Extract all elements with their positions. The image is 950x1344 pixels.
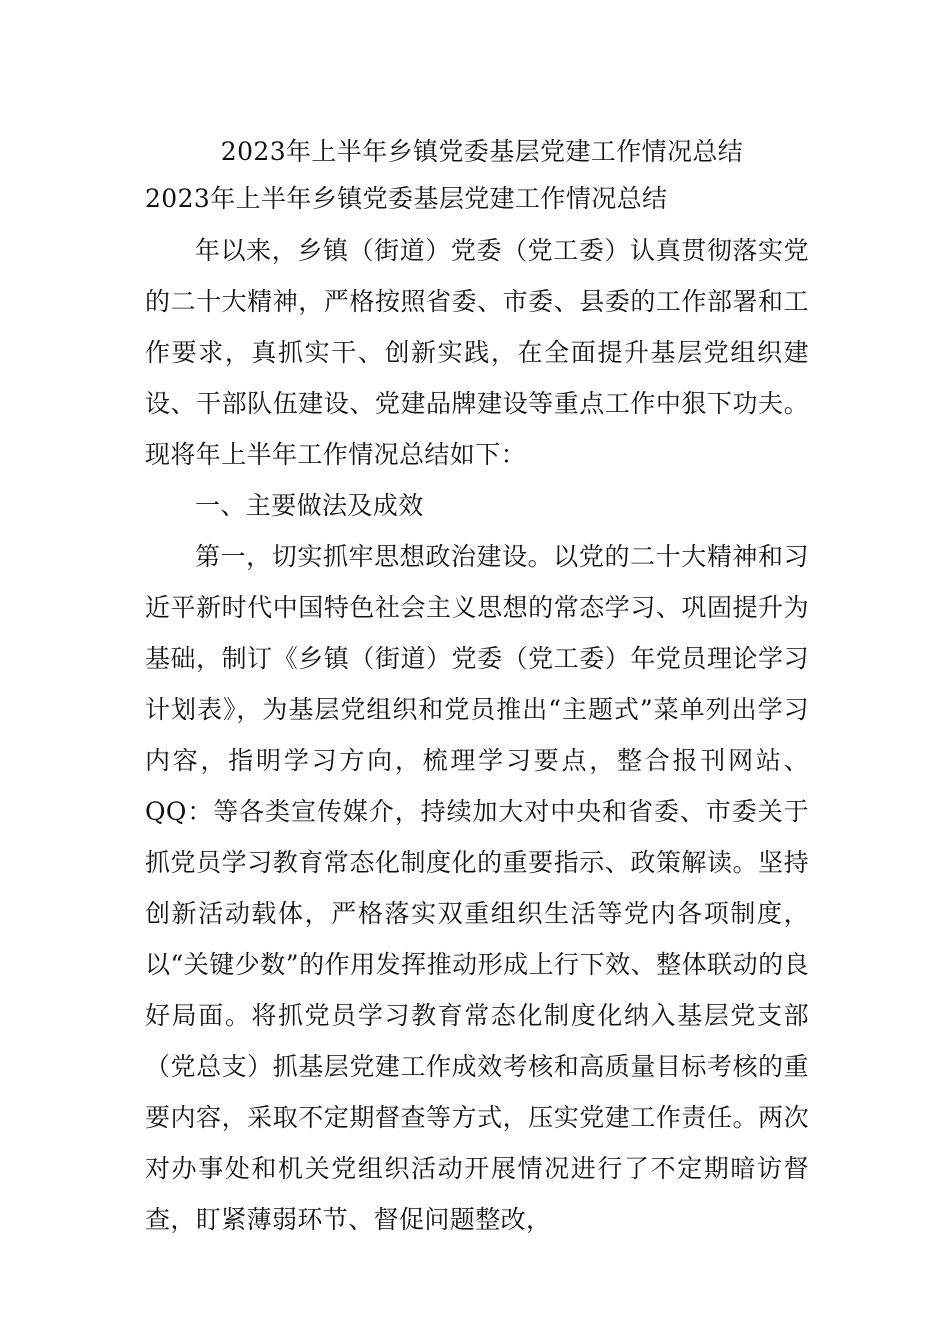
- body-paragraph: 第一，切实抓牢思想政治建设。以党的二十大精神和习近平新时代中国特色社会主义思想的常态学习、巩固提升为基础，制订《乡镇（街道）党委（党工委）年党员理论学习计划表》，为基层党组织和党员推出“主题式”菜单列出学习内容，指明学习方向，梳理学习要点，整合报刊网站、QQ：等各类宣传媒介，持续加大对中央和省委、市委关于抓党员学习教育常态化制度化的重要指示、政策解读。坚持创新活动载体，严格落实双重组织生活等党内各项制度，以“关键少数”的作用发挥推动形成上行下效、整体联动的良好局面。将抓党员学习教育常态化制度化纳入基层党支部（党总支）抓基层党建工作成效考核和高质量目标考核的重要内容，采取不定期督查等方式，压实党建工作责任。两次对办事处和机关党组织活动开展情况进行了不定期暗访督查，盯紧薄弱环节、督促问题整改，: [145, 542, 809, 1234]
- section-heading: 一、主要做法及成效: [195, 491, 424, 520]
- document-title: 2023年上半年乡镇党委基层党建工作情况总结: [220, 137, 744, 166]
- document-body: [145, 126, 809, 1245]
- document-subtitle: 2023年上半年乡镇党委基层党建工作情况总结: [145, 184, 668, 213]
- intro-paragraph: 年以来，乡镇（街道）党委（党工委）认真贯彻落实党的二十大精神，严格按照省委、市委、县委的工作部署和工作要求，真抓实干、创新实践，在全面提升基层党组织建设、干部队伍建设、党建品牌建设等重点工作中狠下功夫。现将年上半年工作情况总结如下：: [145, 236, 809, 469]
